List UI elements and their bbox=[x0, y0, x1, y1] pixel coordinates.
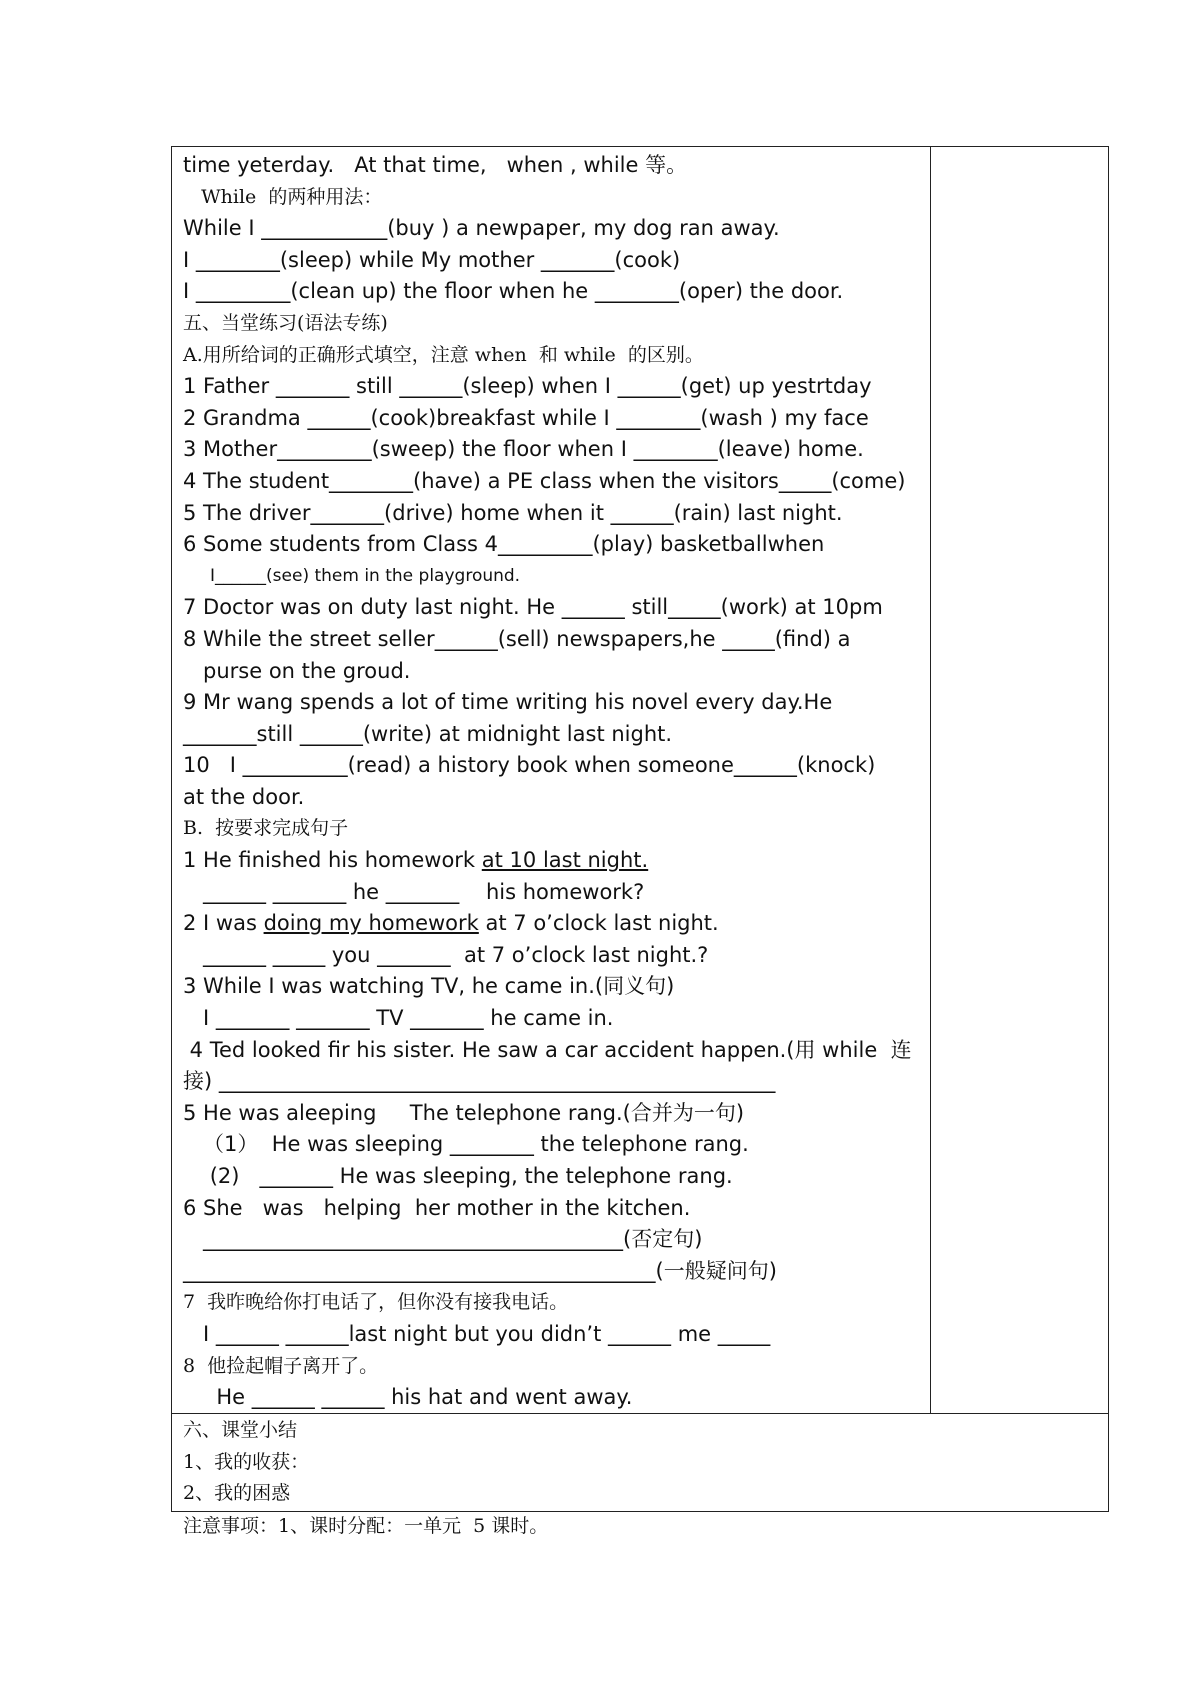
exercise-item: 2 Grandma ______(cook)breakfast while I ________(wash ) my face bbox=[183, 405, 869, 430]
exercise-item: 4 The student________(have) a PE class when the visitors_____(come) bbox=[183, 468, 906, 493]
section-heading: 五、当堂练习(语法专练) bbox=[183, 311, 388, 334]
exercise-item: He ______ ______ his hat and went away. bbox=[183, 1385, 633, 1410]
text-line: I _________(clean up) the floor when he ________(oper) the door. bbox=[183, 279, 844, 304]
text-line: time yeterday. At that time, when , while 等。 bbox=[183, 153, 688, 177]
class-summary bbox=[183, 1415, 1083, 1510]
exercise-item: 1 Father _______ still ______(sleep) when I ______(get) up yestrtday bbox=[183, 374, 872, 399]
text-span: 1 He finished his homework bbox=[183, 848, 482, 873]
exercise-item: purse on the groud. bbox=[183, 658, 411, 683]
exercise-item: 8 他捡起帽子离开了。 bbox=[183, 1354, 379, 1377]
exercise-item: 6 Some students from Class 4_________(play) basketballwhen bbox=[183, 532, 825, 557]
exercise-item: I _______ _______ TV _______ he came in. bbox=[183, 1006, 614, 1031]
exercise-item: 4 Ted looked fir his sister. He saw a car accident happen.(用 while 连 bbox=[183, 1037, 912, 1062]
exercise-item: （1） He was sleeping ________ the telephone rang. bbox=[183, 1132, 749, 1157]
exercise-item: 10 I __________(read) a history book when someone______(knock) bbox=[183, 753, 876, 778]
section-heading: B. 按要求完成句子 bbox=[183, 817, 349, 840]
section-heading: A.用所给词的正确形式填空，注意 when 和 while 的区别。 bbox=[183, 343, 704, 366]
exercise-item: 5 He was aleeping The telephone rang.(合并为一句) bbox=[183, 1100, 745, 1125]
notes-column-divider bbox=[930, 146, 931, 1414]
exercise-item: 8 While the street seller______(sell) newspapers,he _____(find) a bbox=[183, 626, 851, 651]
exercise-item: _____________________________________________(一般疑问句) bbox=[183, 1258, 777, 1283]
exercise-item: _______still ______(write) at midnight last night. bbox=[183, 721, 673, 746]
exercise-item bbox=[183, 845, 923, 877]
exercise-item: I______(see) them in the playground. bbox=[183, 565, 521, 586]
exercise-item: ______ _____ you _______ at 7 o’clock last night.? bbox=[183, 942, 709, 967]
exercise-item: 6 She was helping her mother in the kitchen. bbox=[183, 1195, 691, 1220]
exercise-item: 3 Mother_________(sweep) the floor when I ________(leave) home. bbox=[183, 437, 864, 462]
exercise-item: 7 我昨晚给你打电话了，但你没有接我电话。 bbox=[183, 1291, 569, 1314]
exercise-item bbox=[183, 908, 923, 940]
text-line: While 的两种用法： bbox=[183, 185, 383, 208]
exercise-item: 9 Mr wang spends a lot of time writing his novel every day.He bbox=[183, 690, 833, 715]
exercise-item: 7 Doctor was on duty last night. He ______ still_____(work) at 10pm bbox=[183, 595, 883, 620]
underlined-phrase: doing my homework bbox=[263, 911, 479, 936]
exercise-item: (2) _______ He was sleeping, the telephone rang. bbox=[183, 1164, 733, 1188]
exercise-item: 接) _____________________________________________________ bbox=[183, 1069, 776, 1094]
exercise-item: 5 The driver_______(drive) home when it ______(rain) last night. bbox=[183, 500, 843, 525]
exercise-content bbox=[183, 150, 923, 1414]
underlined-phrase: at 10 last night. bbox=[481, 848, 649, 873]
footer-note: 注意事项：1、课时分配：一单元 5 课时。 bbox=[183, 1515, 549, 1537]
text-span: at 7 o’clock last night. bbox=[478, 911, 719, 936]
exercise-item: at the door. bbox=[183, 784, 305, 809]
summary-confusion: 2、我的困惑 bbox=[183, 1482, 291, 1505]
summary-title: 六、课堂小结 bbox=[183, 1419, 298, 1441]
text-line: While I ____________(buy ) a newpaper, my dog ran away. bbox=[183, 216, 780, 241]
text-span: 2 I was bbox=[183, 911, 264, 936]
exercise-item: ________________________________________(否定句) bbox=[183, 1227, 703, 1252]
summary-gain: 1、我的收获： bbox=[183, 1450, 310, 1473]
exercise-item: ______ _______ he _______ his homework? bbox=[183, 879, 645, 904]
text-line: I ________(sleep) while My mother _______(cook) bbox=[183, 247, 681, 272]
exercise-item: I ______ ______last night but you didn’t ______ me _____ bbox=[183, 1321, 771, 1346]
exercise-item: 3 While I was watching TV, he came in.(同义句) bbox=[183, 974, 675, 999]
